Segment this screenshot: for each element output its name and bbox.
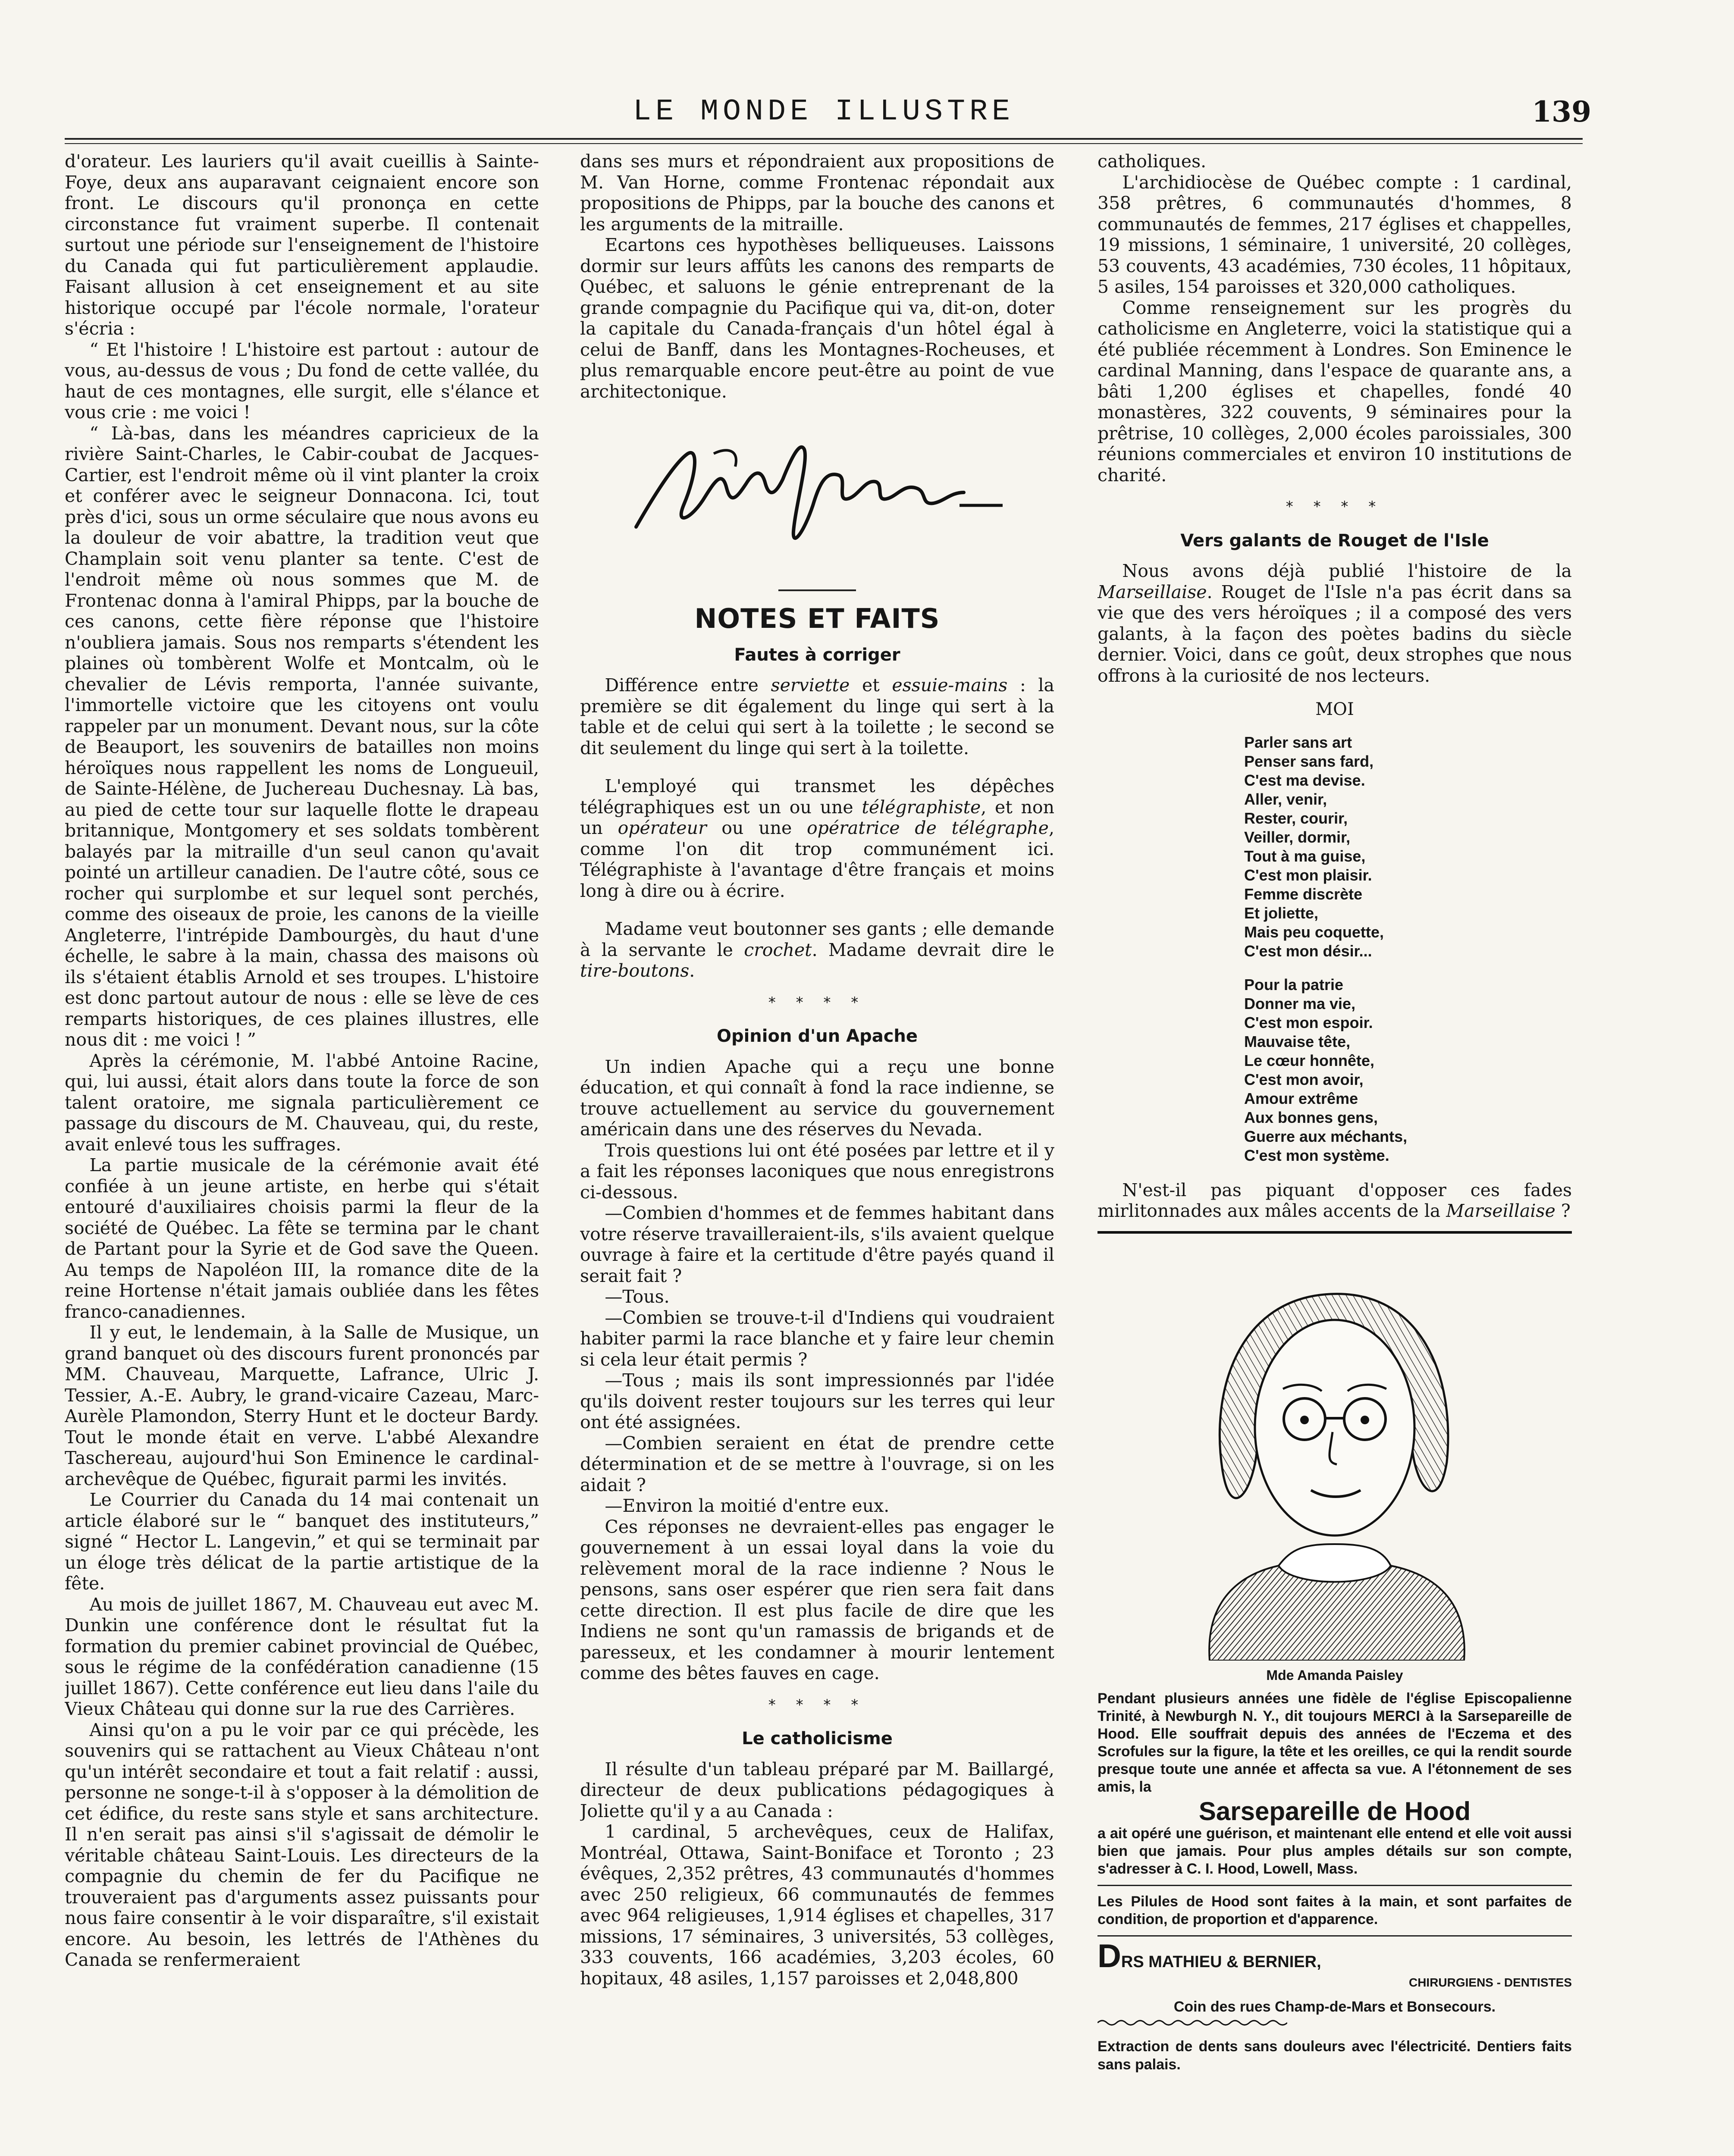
paragraph: Madame veut boutonner ses gants ; elle demande à la servante le crochet. Madame devrait dire le tire-boutons. (580, 918, 1054, 981)
article-title-vers: Vers galants de Rouget de l'Isle (1180, 530, 1489, 551)
paragraph: —Environ la moitié d'entre eux. (605, 1495, 890, 1516)
poem-line: Femme discrète (1244, 885, 1363, 903)
poem-line: C'est mon plaisir. (1244, 866, 1372, 884)
paragraph: —Tous ; mais ils sont impressionnés par l'idée qu'ils doivent rester toujours sur les terres qui leur ont été assignées. (580, 1370, 1054, 1432)
paragraph: Il résulte d'un tableau préparé par M. Baillargé, directeur de deux publications pédagogiques à Joliette qu'il y a au Canada : (580, 1758, 1054, 1821)
column-1 (65, 151, 539, 2156)
dentists-services: Extraction de dents sans douleurs avec l'électricité. Dentiers faits sans palais. (1097, 2038, 1572, 2073)
paragraph: —Combien se trouve-t-il d'Indiens qui voudraient habiter parmi la race blanche et y faire leur chemin si cela leur était permis ? (580, 1307, 1054, 1370)
paragraph: Après la cérémonie, M. l'abbé Antoine Racine, qui, lui aussi, était alors dans toute la force de son talent oratoire, me signala particulièrement ce passage du discours de M. Chauveau, qui, du reste, avait enlevé tous les suffrages. (65, 1050, 539, 1155)
term: essuie-mains (892, 675, 1008, 696)
portrait-engraving-icon (1136, 1247, 1533, 1661)
dentists-name (1097, 1937, 1572, 1974)
advert-text (1097, 1690, 1572, 1796)
poem-line: Aller, venir, (1244, 790, 1327, 808)
paragraph: —Combien seraient en état de prendre cette détermination et de se mettre à l'ouvrage, si on les aidait ? (580, 1432, 1054, 1495)
advert-rule (1097, 1231, 1572, 1234)
poem-line: Aux bonnes gens, (1244, 1108, 1378, 1126)
poem-line: C'est mon système. (1244, 1146, 1389, 1164)
poem-stanza-1 (1244, 733, 1572, 961)
paragraph: Le Courrier du Canada du 14 mai contenait un article élaboré sur le “ banquet des instituteurs,” signé “ Hector L. Langevin,” et qui se terminait par un éloge très délicat de la partie artistique de la fête. (65, 1489, 539, 1594)
paragraph: Différence entre serviette et essuie-mains : la première se dit également du linge qui sert à la table et de celui qui sert à la toilette ; le second se dit seulement du linge qui sert à la toilette. (580, 675, 1054, 758)
paragraph: d'orateur. Les lauriers qu'il avait cueillis à Sainte-Foye, deux ans auparavant ceignaient encore son front. Le discours qu'il prononça en cette circonstance fut vraiment superbe. Il contenait surtout une période sur l'enseignement de l'histoire du Canada qui fut particulièrement applaudie. Faisant allusion à cet enseignement et au site historique occupé par l'école normale, l'orateur s'écria : (65, 151, 539, 339)
paragraph: Ainsi qu'on a pu le voir par ce qui précède, les souvenirs qui se rattachent au Vieux Château n'ont qu'un intérêt secondaire et tout a fait relatif : aussi, personne ne songe-t-il à s'opposer à la démolition de cet édifice, du reste sans style et sans architecture. Il n'en serait pas ainsi s'il s'agissait de démolir le véritable château Saint-Louis. Les directeurs de la compagnie du chemin de fer du Pacifique ne trouveraient pas d'arguments assez puissants pour nous faire consentir à le voir disparaître, s'il existait encore. Au besoin, les lettrés de l'Athènes du Canada se renfermeraient (65, 1719, 539, 1970)
poem-line: Amour extrême (1244, 1089, 1358, 1107)
drop-initial: D (1097, 1937, 1121, 1974)
poem-line: Penser sans fard, (1244, 752, 1374, 770)
paragraph: N'est-il pas piquant d'opposer ces fades mirlitonnades aux mâles accents de la Marseillaise ? (1097, 1179, 1572, 1221)
term: serviette (771, 675, 850, 696)
term: tire-boutons (580, 960, 690, 981)
poem-stanza-2 (1244, 975, 1572, 1165)
paragraph: Comme renseignement sur les progrès du catholicisme en Angleterre, voici la statistique qui a été publiée récemment à Londres. Son Eminence le cardinal Manning, dans l'espace de quarante ans, a bâti 1,200 églises et chapelles, fondé 40 monastères, 322 couvents, 9 séminaires pour la prêtrise, 10 collèges, 2,000 écoles paroissiales, 300 réunions commerciales et environ 10 institutions de charité. (1097, 297, 1572, 486)
poem-line: Tout à ma guise, (1244, 847, 1366, 865)
paragraph: Ecartons ces hypothèses belliqueuses. Laissons dormir sur leurs affûts les canons des remparts de Québec, et saluons le génie entreprenant de la grande compagnie du Pacifique qui va, dit-on, doter la capitale du Canada-français d'un hôtel égal à celui de Banff, dans les Montagnes-Rocheuses, et plus remarquable encore peut-être au point de vue architectonique. (580, 235, 1054, 402)
poem-line: Parler sans art (1244, 733, 1352, 751)
page-number: 139 (1532, 95, 1591, 128)
poem-line: Et joliette, (1244, 904, 1319, 922)
dentists-advert (1097, 1937, 1572, 2074)
journal-title: LE MONDE ILLUSTRE (633, 95, 1015, 129)
article-title-catholicisme: Le catholicisme (742, 1729, 893, 1749)
poem-line: Pour la patrie (1244, 975, 1344, 993)
masthead (65, 95, 1591, 134)
poem-line: Rester, courir, (1244, 809, 1348, 827)
ornament-wave-icon (1097, 2018, 1287, 2027)
poem-line: Veiller, dormir, (1244, 828, 1351, 846)
paragraph: dans ses murs et répondraient aux propositions de M. Van Horne, comme Frontenac répondait aux propositions de Phipps, par la bouche des canons et les arguments de la mitraille. (580, 151, 1054, 235)
advert-pills (1097, 1893, 1572, 1928)
separator-stars: * * * * (1286, 498, 1384, 515)
poem-line: Guerre aux méchants, (1244, 1127, 1408, 1145)
poem-line: C'est mon avoir, (1244, 1070, 1364, 1088)
paragraph: —Combien d'hommes et de femmes habitant dans votre réserve travailleraient-ils, s'ils avaient quelque ouvrage à faire et la certitude d'être payés quand il serait fait ? (580, 1203, 1054, 1286)
poem-line: C'est mon espoir. (1244, 1013, 1373, 1031)
poem-line: Donner ma vie, (1244, 994, 1356, 1012)
poem-line: Mauvaise tête, (1244, 1032, 1351, 1050)
column-2 (580, 151, 1054, 2156)
term: opérateur (618, 818, 707, 838)
poem-title: MOI (1315, 699, 1354, 719)
term: télégraphiste (862, 796, 981, 818)
dentists-profession: CHIRURGIENS - DENTISTES (1408, 1975, 1572, 1989)
paragraph: L'archidiocèse de Québec compte : 1 cardinal, 358 prêtres, 6 communautés d'hommes, 8 communautés de femmes, 217 églises et chappelles, 19 missions, 1 séminaire, 1 université, 20 collèges, 53 couvents, 43 académies, 730 écoles, 11 hôpitaux, 5 asiles, 154 paroisses et 320,000 catholiques. (1097, 172, 1572, 297)
advert-paragraph: Pendant plusieurs années une fidèle de l'église Episcopalienne Trinité, à Newburgh N. Y., dit toujours MERCI à la Sarsepareille de Hood. Elle souffrait depuis des années de l'Eczema et des Scrofules sur la figure, la tête et les oreilles, ce qui la rendit sourde presque toute une année et affecta sa vue. A l'étonnement de ses amis, la (1097, 1690, 1572, 1795)
divider (778, 589, 856, 591)
dentists-address: Coin des rues Champ-de-Mars et Bonsecours. (1173, 1998, 1496, 2015)
section-title: NOTES ET FAITS (694, 603, 940, 634)
paragraph: La partie musicale de la cérémonie avait été confiée à un jeune artiste, en herbe qui s'était entouré d'auxiliaires choisis parmi la fleur de la société de Québec. La fête se termina par le chant de Partant pour la Syrie et de God save the Queen. Au temps de Napoléon III, la romance dite de la reine Hortense n'était jamais oubliée dans les fêtes franco-canadiennes. (65, 1155, 539, 1322)
separator-stars: * * * * (768, 993, 866, 1011)
paragraph: 1 cardinal, 5 archevêques, ceux de Halifax, Montréal, Ottawa, Saint-Boniface et Toronto ; 23 évêques, 2,352 prêtres, 43 communautés d'hommes avec 250 religieux, 66 communautés de femmes avec 964 religieuses, 1,914 églises et chapelles, 317 missions, 17 séminaires, 3 universités, 53 collèges, 333 couvents, 166 académies, 3,203 écoles, 60 hopitaux, 48 asiles, 1,157 paroisses et 2,048,800 (580, 1821, 1054, 1989)
paragraph: Au mois de juillet 1867, M. Chauveau eut avec M. Dunkin une conférence dont le résultat fut la formation du premier cabinet provincial de Québec, sous le régime de la confédération canadienne (15 juillet 1867). Cette conférence eut lieu dans l'aile du Vieux Château qui donne sur la rue des Carrières. (65, 1594, 539, 1719)
paragraph: catholiques. (1097, 151, 1207, 172)
term: opératrice de télégraphe (806, 818, 1049, 838)
paragraph: L'employé qui transmet les dépêches télégraphiques est un ou une télégraphiste, et non un opérateur ou une opératrice de télégraphe, comme l'on dit trop communément ici. Télégraphiste à l'avantage d'être français et moins long à dire ou à écrire. (580, 776, 1054, 901)
header-rule (65, 138, 1583, 140)
advert-paragraph: Les Pilules de Hood sont faites à la main, et sont parfaites de condition, de proportion et d'apparence. (1097, 1893, 1572, 1927)
poem-line: Le cœur honnête, (1244, 1051, 1375, 1069)
paragraph: “ Et l'histoire ! L'histoire est partout : autour de vous, au-dessus de vous ; Du fond de cette vallée, du haut de ces montagnes, elle surgit, elle s'élance et vous crie : me voici ! (65, 339, 539, 423)
advert-text-2 (1097, 1825, 1572, 1878)
divider (1097, 1935, 1572, 1937)
advert-paragraph: a ait opéré une guérison, et maintenant elle entend et elle voit aussi bien que jamais. Pour plus amples détails sur son compte, s'adresser à C. I. Hood, Lowell, Mass. (1097, 1825, 1572, 1877)
paragraph: Nous avons déjà publié l'histoire de la Marseillaise. Rouget de l'Isle n'a pas écrit dans sa vie que des vers héroïques ; il a composé des vers galants, à la façon des poètes badins du siècle dernier. Voici, dans ce goût, deux strophes que nous offrons à la curiosité de nos lecteurs. (1097, 561, 1572, 686)
paragraph: Ces réponses ne devraient-elles pas engager le gouvernement à un essai loyal dans la voie du relèvement moral de la race indienne ? Nous le pensons, sans oser espérer que rien sera fait dans cette direction. Il est plus facile de dire que les Indiens ne sont qu'un ramassis de brigands et de paresseux, et les condamner à mourir lentement comme des bêtes fauves en cage. (580, 1516, 1054, 1683)
term: Marseillaise (1097, 581, 1207, 602)
signature (580, 408, 1054, 581)
poem-line: C'est ma devise. (1244, 771, 1365, 789)
article-title-apache: Opinion d'un Apache (716, 1026, 918, 1046)
separator-stars: * * * * (768, 1696, 866, 1714)
paragraph: Trois questions lui ont été posées par lettre et il y a fait les réponses laconiques que nous enregistrons ci-dessous. (580, 1140, 1054, 1203)
paragraph: “ Là-bas, dans les méandres capricieux de la rivière Saint-Charles, le Cabir-coubat de Jacques-Cartier, est l'endroit même où il vint planter la croix et conférer avec le seigneur Donnacona. Ici, tout près d'ici, sous un orme séculaire que nous avons eu la douleur de voir abattre, la tradition veut que Champlain soit venu planter sa tente. C'est de l'endroit même où nous sommes que M. de Frontenac donna à l'amiral Phipps, par la bouche de ces canons, cette fière réponse que l'histoire n'oubliera jamais. Sous nos remparts s'étendent les plaines où tombèrent Wolfe et Montcalm, où le chevalier de Lévis remporta, l'année suivante, l'immortelle victoire que les citoyens ont voulu rappeler par un monument. Devant nous, sur la côte de Beauport, les souvenirs de batailles non moins héroïques nous rappellent les noms de Longueuil, de Sainte-Hélène, de Juchereau Duchesnay. Là bas, au pied de cette tour sur laquelle flotte le drapeau britannique, Montgomery et ses soldats tombèrent balayés par la mitraille d'un seul canon qu'avait pointé un artilleur canadien. De l'autre côté, sous ce rocher qui surplombe et sur lequel sont perchés, comme des oiseaux de proie, les canons de la vieille Angleterre, l'intrépide Dambourgès, du haut d'une échelle, le sabre à la main, chassa des maisons où ils s'étaient établis Arnold et ses troupes. L'histoire est donc partout autour de nous : elle se lève de ces remparts historiques, de ces plaines illustres, elle nous dit : me voici ! ” (65, 423, 539, 1050)
paragraph: —Tous. (605, 1286, 670, 1307)
signature-icon (623, 423, 1011, 566)
advert-brand: Sarsepareille de Hood (1198, 1797, 1471, 1826)
paragraph: Un indien Apache qui a reçu une bonne éducation, et qui connaît à fond la race indienne, se trouve actuellement au service du gouvernement américain dans une des réserves du Nevada. (580, 1056, 1054, 1140)
article-title-fautes: Fautes à corriger (734, 645, 900, 665)
poem-line: Mais peu coquette, (1244, 923, 1384, 941)
portrait-caption: Mde Amanda Paisley (1266, 1667, 1403, 1683)
column-3 (1097, 151, 1572, 2156)
dentists-name-text: RS MATHIEU & BERNIER, (1121, 1952, 1321, 1971)
term: crochet (744, 939, 812, 960)
term: Marseillaise (1446, 1200, 1555, 1221)
header-rule-thin (65, 143, 1583, 144)
divider (1097, 1885, 1572, 1886)
poem-line: C'est mon désir... (1244, 942, 1372, 960)
paragraph: Il y eut, le lendemain, à la Salle de Musique, un grand banquet où des discours furent prononcés par MM. Chauveau, Marquette, Lafrance, Ulric J. Tessier, A.-E. Aubry, le grand-vicaire Cazeau, Marc-Aurèle Plamondon, Sterry Hunt et le docteur Bardy. Tout le monde était en verve. L'abbé Alexandre Taschereau, aujourd'hui Son Eminence le cardinal-archevêque de Québec, figurait parmi les invités. (65, 1322, 539, 1489)
